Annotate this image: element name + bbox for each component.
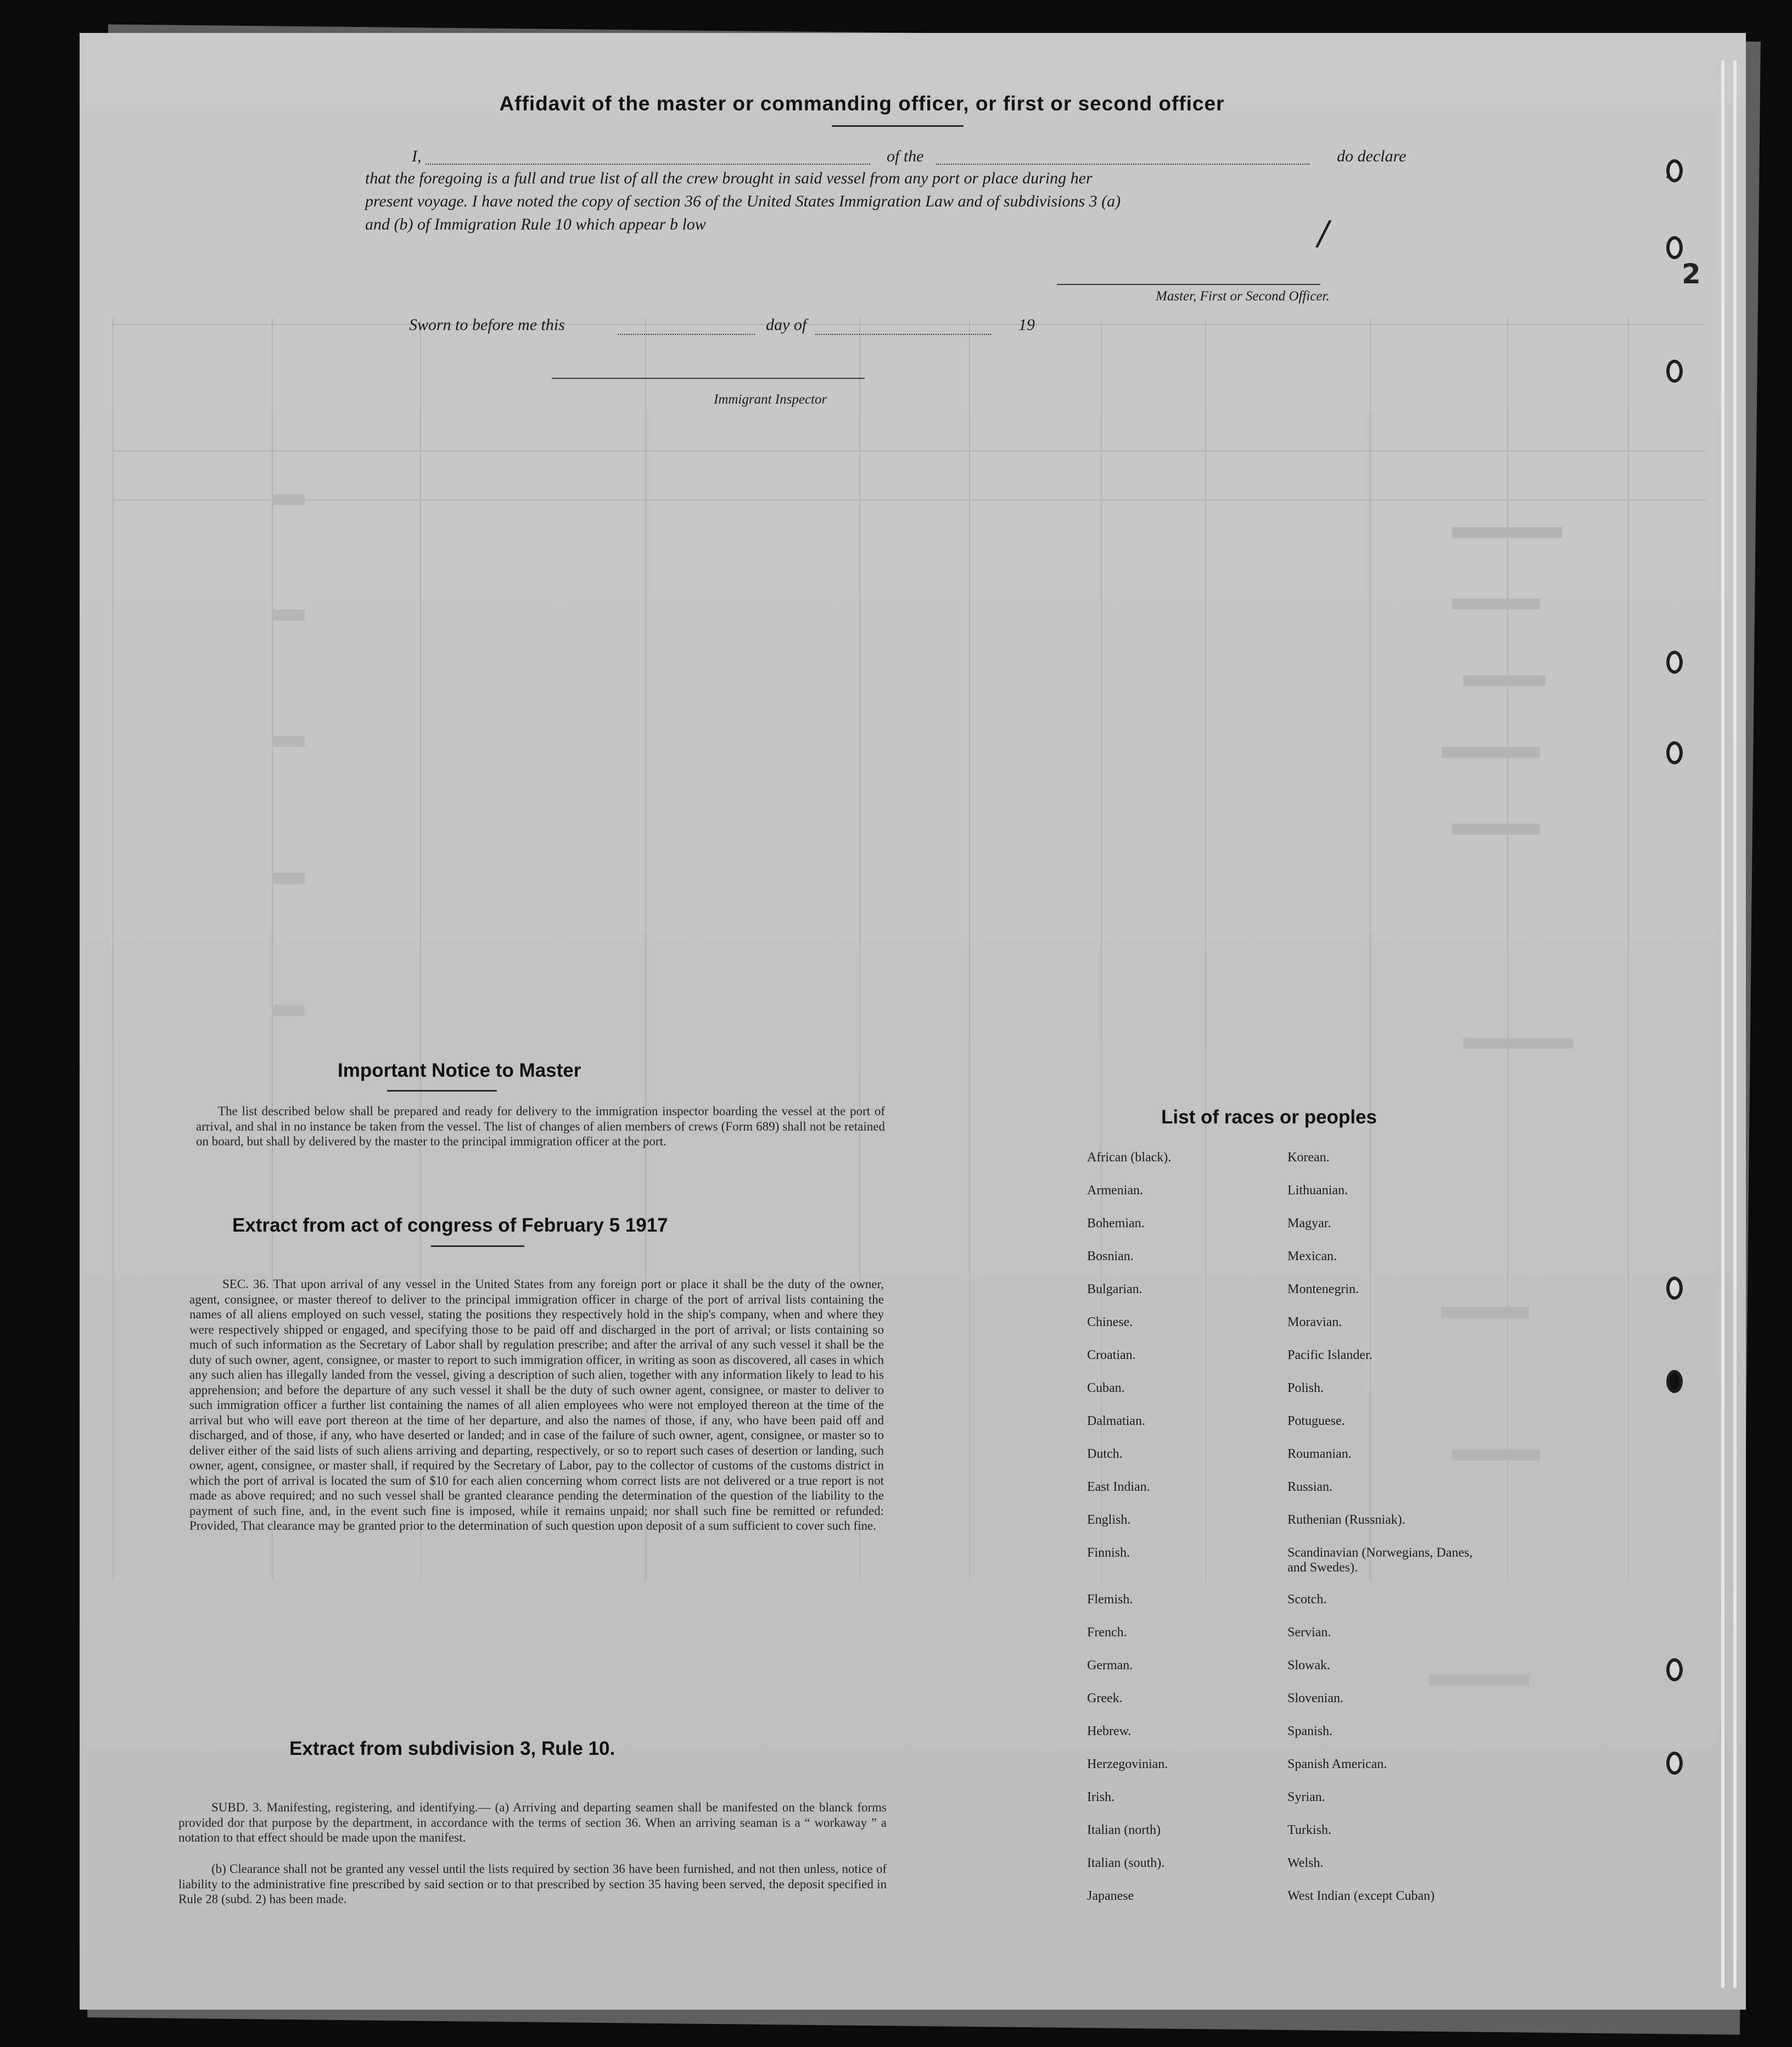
notice-underline (387, 1090, 497, 1092)
races-title: List of races or peoples (1161, 1106, 1377, 1128)
race-item: Syrian. (1287, 1790, 1325, 1804)
race-item: Slovenian. (1287, 1691, 1343, 1705)
race-item: Spanish. (1287, 1724, 1333, 1738)
sworn-month-blank[interactable] (815, 334, 991, 335)
race-item: Dalmatian. (1087, 1414, 1145, 1428)
race-item: Japanese (1087, 1889, 1134, 1903)
bleed-smudge (1463, 1038, 1573, 1049)
race-item: Armenian. (1087, 1183, 1143, 1198)
important-notice-title: Important Notice to Master (338, 1060, 581, 1081)
extract-act-text: SEC. 36. That upon arrival of any vessel in the United States from any foreign port or place it shall be the duty of the owner, agent, consignee, or master thereof to deliver to the principal immigration officer in charge of the port of arrival lists containing the names of all aliens employed on such vessel, stating the positions they respectively hold in the ship's company, when and where they were respectively shipped or engaged, and specifying those to be paid off and discharged in the port of arrival; or lists containing so much of such information as the Secretary of Labor shall by regulation prescribe; and after the arrival of any such vessel it shall be the duty of such owner, agent, consignee, or master to report to such immigration officer, in writing as soon as discovered, all cases in which any such alien has illegally landed from the vessel, giving a description of such alien, together with any information likely to lead to his apprehension; and before the departure of any such vessel it shall be the duty of such owner agent, consignee, or master to deliver to such immigration officer a further list containing the names of all alien employees who were not employed thereon at the time of the arrival but who will eave port thereon at the time of her departure, and also the names of those, if any, who have been paid off and discharged, and of those, if any, who have deserted or landed; and in case of the failure of such owner, agent, consignee, or master so to deliver either of the said lists of such aliens arriving and departing, respectively, or so to report such cases of desertion or landing, such owner, agent, consignee, or master shall, if required by the Secretary of Labor, pay to the collector of customs of the customs district in which the port of arrival is located the sum of $10 for each alien concerning whom correct lists are not delivered or a true report is not made as above required; and no such vessel shall be granted clearance pending the determination of the question of the liability to the payment of such fine, and, in the event such fine is imposed, while it remains unpaid; nor shall such fine be remitted or refunded: Provided, That clearance may be granted prior to the determination of such question upon deposit of a sum sufficient to cover such fine. (189, 1277, 884, 1533)
bleed-smudge (1441, 747, 1540, 758)
race-item: Russian. (1287, 1480, 1333, 1494)
bleed-smudge (1452, 824, 1540, 835)
sworn-label: Sworn to before me this (409, 316, 565, 334)
race-item: Roumanian. (1287, 1447, 1352, 1461)
title-underline (832, 125, 964, 127)
race-item: Bohemian. (1087, 1216, 1145, 1231)
punch-hole (1666, 651, 1683, 674)
bleed-line (113, 500, 1705, 501)
race-item: Magyar. (1287, 1216, 1331, 1231)
page-edge-strip (1733, 60, 1737, 1988)
bleed-column (1628, 318, 1629, 1581)
bleed-smudge (1463, 675, 1545, 686)
race-item: Chinese. (1087, 1315, 1133, 1329)
race-item: Servian. (1287, 1625, 1331, 1640)
bleed-column (113, 318, 114, 1581)
punch-hole (1666, 1752, 1683, 1775)
punch-hole (1666, 1370, 1683, 1393)
race-item: Italian (south). (1087, 1856, 1165, 1870)
extract-rule-para-b: (b) Clearance shall not be granted any vessel until the lists required by section 36 have been furnished, and not then unless, notice of liability to the administrative fine prescribed by said section or to that prescribed by section 35 having been served, the deposit specified in Rule 28 (subd. 2) has been made. (178, 1862, 887, 1906)
extract-act-title: Extract from act of congress of February 5 1917 (232, 1215, 668, 1236)
punch-hole (1666, 236, 1683, 259)
affidavit-line-3: and (b) of Immigration Rule 10 which appear b low (365, 215, 706, 233)
race-item: Mexican. (1287, 1249, 1337, 1263)
page-number: 2 (1682, 258, 1701, 290)
vessel-blank[interactable] (936, 164, 1309, 165)
punch-hole (1666, 741, 1683, 764)
signature-caption: Master, First or Second Officer. (1156, 289, 1330, 304)
important-notice-text: The list described below shall be prepared and ready for delivery to the immigration inspector boarding the vessel at the port of arrival, and shal in no instance be taken from the vessel. The list of changes of alien members of crews (Form 689) shall not be retained on board, but shall by delivered by the master to the principal immigration officer at the port. (196, 1104, 885, 1148)
inspector-caption: Immigrant Inspector (714, 392, 827, 407)
race-item: Moravian. (1287, 1315, 1342, 1329)
race-item: Polish. (1287, 1381, 1324, 1395)
race-item: Scandinavian (Norwegians, Danes, and Swedes). (1287, 1546, 1473, 1575)
race-item: Korean. (1287, 1150, 1330, 1165)
race-item: German. (1087, 1658, 1133, 1673)
race-item: English. (1087, 1513, 1131, 1527)
extract-rule-title: Extract from subdivision 3, Rule 10. (289, 1738, 615, 1759)
bleed-smudge (272, 494, 305, 505)
bleed-smudge (272, 609, 305, 620)
affidavit-do-declare: do declare (1337, 147, 1407, 165)
race-item: Dutch. (1087, 1447, 1123, 1461)
race-item: Flemish. (1087, 1592, 1133, 1607)
affidavit-line-1: that the foregoing is a full and true list of all the crew brought in said vessel from any port or place during her (365, 169, 1093, 187)
affidavit-i-label: I, (412, 147, 422, 165)
bleed-column (1205, 318, 1206, 1581)
bleed-smudge (1452, 599, 1540, 609)
page-edge-strip (1721, 60, 1724, 1988)
punch-hole (1666, 1658, 1683, 1681)
race-item: Welsh. (1287, 1856, 1324, 1870)
race-item: East Indian. (1087, 1480, 1150, 1494)
race-item: Montenegrin. (1287, 1282, 1359, 1296)
punch-hole (1666, 1277, 1683, 1300)
race-item: Lithuanian. (1287, 1183, 1348, 1198)
race-item: Italian (north) (1087, 1823, 1161, 1837)
bleed-smudge (272, 736, 305, 747)
race-item: Hebrew. (1087, 1724, 1132, 1738)
affidavit-line-2: present voyage. I have noted the copy of section 36 of the United States Immigration Law and of subdivisions 3 (a) (365, 192, 1121, 210)
race-item: African (black). (1087, 1150, 1172, 1165)
bleed-smudge (1452, 527, 1562, 538)
races-right-column (1287, 1150, 1474, 1922)
race-item: Herzegovinian. (1087, 1757, 1168, 1771)
signature-line[interactable] (1057, 284, 1320, 285)
affidavit-of-the: of the (887, 147, 924, 165)
race-item: Scotch. (1287, 1592, 1327, 1607)
race-item: Pacific Islander. (1287, 1348, 1373, 1362)
affidavit-title: Affidavit of the master or commanding officer, or first or second officer (499, 92, 1225, 115)
race-item: Ruthenian (Russniak). (1287, 1513, 1405, 1527)
punch-hole (1666, 159, 1683, 182)
inspector-signature-line[interactable] (552, 378, 865, 379)
year-label: 19 (1018, 316, 1035, 334)
bleed-column (1507, 318, 1508, 1581)
race-item: Bosnian. (1087, 1249, 1134, 1263)
bleed-column (969, 318, 970, 1581)
race-item: Spanish American. (1287, 1757, 1387, 1771)
bleed-smudge (272, 1005, 305, 1016)
day-of-label: day of (766, 316, 807, 334)
races-left-column (1087, 1150, 1171, 1922)
race-item: French. (1087, 1625, 1127, 1640)
race-item: Bulgarian. (1087, 1282, 1143, 1296)
race-item: Turkish. (1287, 1823, 1331, 1837)
extract-act-underline (431, 1245, 524, 1247)
race-item: Cuban. (1087, 1381, 1125, 1395)
manifest-page (80, 33, 1746, 2010)
ink-slash-mark: / (1318, 214, 1329, 253)
race-item: Slowak. (1287, 1658, 1330, 1673)
name-blank[interactable] (425, 164, 870, 165)
bleed-smudge (272, 873, 305, 884)
bleed-line (113, 450, 1705, 451)
race-item: Greek. (1087, 1691, 1123, 1705)
bleed-line (113, 324, 1705, 325)
extract-rule-para-a: SUBD. 3. Manifesting, registering, and identifying.— (a) Arriving and departing seamen shall be manifested on the blanck forms provided dor that purpose by the department, in accordance with the terms of section 36. When an arriving seaman is a “ workaway ” a notation to that effect should be made upon the manifest. (178, 1800, 887, 1844)
sworn-day-blank[interactable] (618, 334, 755, 335)
race-item: Finnish. (1087, 1546, 1130, 1560)
punch-hole (1666, 360, 1683, 383)
race-item: Potuguese. (1287, 1414, 1345, 1428)
race-item: Croatian. (1087, 1348, 1136, 1362)
race-item: West Indian (except Cuban) (1287, 1889, 1435, 1903)
race-item: Irish. (1087, 1790, 1115, 1804)
